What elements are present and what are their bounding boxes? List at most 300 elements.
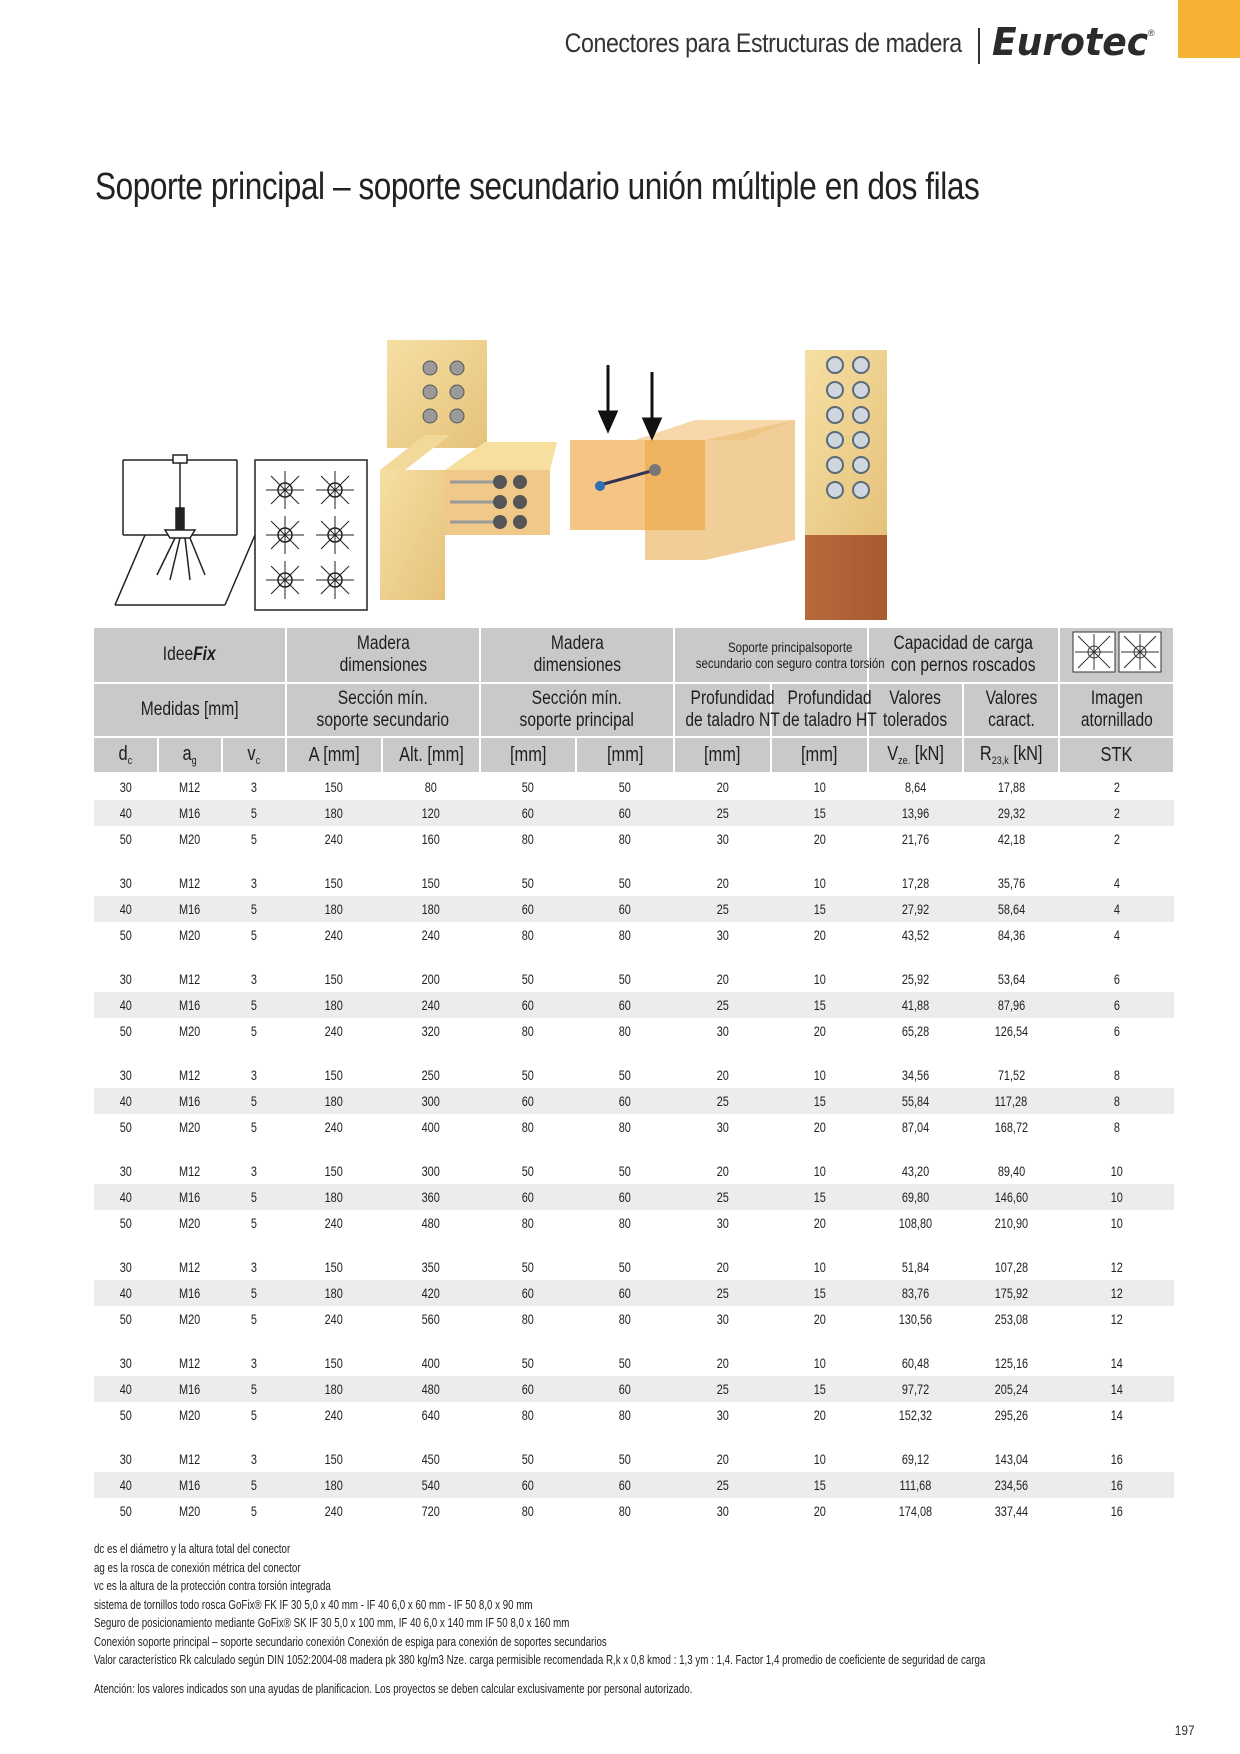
header-divider — [978, 28, 980, 64]
table-cell: 50 — [521, 1067, 535, 1083]
load-capacity-header: Capacidad de carga con pernos roscados — [868, 628, 1059, 683]
table-cell: M20 — [179, 927, 201, 943]
table-cell: 30 — [119, 1355, 133, 1371]
attention-note: Atención: los valores indicados son una ayudas de planificacion. Los proyectos se deben calcular exclusivamente por personal autorizado. — [94, 1681, 693, 1696]
table-cell: 60,48 — [901, 1355, 930, 1371]
table-cell: M12 — [179, 1355, 201, 1371]
table-cell: 30 — [716, 1215, 729, 1231]
table-cell: 5 — [250, 1023, 258, 1039]
table-cell: 4 — [1113, 927, 1120, 943]
group-spacer — [94, 1332, 1174, 1350]
table-cell: 60 — [480, 896, 576, 922]
table-cell: 30 — [716, 1023, 729, 1039]
table-cell: 50 — [618, 971, 632, 987]
table-cell: M20 — [179, 1311, 201, 1327]
tolerated-values-header: Valores tolerados — [868, 683, 963, 737]
footnote: sistema de tornillos todo rosca GoFix® FK IF 30 5,0 x 40 mm - IF 40 6,0 x 60 mm - IF 50 8,0 x 90 mm — [94, 1597, 533, 1612]
table-cell: 2 — [1113, 831, 1120, 847]
table-row — [94, 1114, 1174, 1140]
table-cell: 40 — [94, 1376, 158, 1402]
table-cell: 240 — [324, 927, 344, 943]
table-cell: M16 — [158, 1376, 222, 1402]
table-cell: M12 — [179, 1163, 201, 1179]
table-cell: 5 — [250, 1311, 258, 1327]
table-cell: 50 — [618, 1067, 632, 1083]
table-cell: 143,04 — [994, 1451, 1028, 1467]
table-cell: 87,96 — [963, 992, 1059, 1018]
min-section-primary-header: Sección mín. soporte principal — [480, 683, 674, 737]
footnote: dc es el diámetro y la altura total del conector — [94, 1542, 291, 1556]
table-cell: 400 — [421, 1119, 441, 1135]
table-cell: 25 — [674, 800, 771, 826]
table-cell: 58,64 — [963, 896, 1059, 922]
table-cell: 50 — [618, 1163, 632, 1179]
table-cell: 400 — [421, 1355, 441, 1371]
table-row — [94, 1158, 1174, 1184]
table-cell: 152,32 — [898, 1407, 933, 1423]
table-cell: 20 — [813, 1215, 826, 1231]
table-cell: 200 — [421, 971, 441, 987]
table-cell: 15 — [771, 1376, 868, 1402]
table-cell: 240 — [324, 1215, 344, 1231]
table-cell: M16 — [158, 1088, 222, 1114]
col-mm-4: [mm] — [771, 737, 868, 773]
table-header-row-1 — [94, 628, 1174, 683]
table-cell: M12 — [179, 1451, 201, 1467]
table-cell: 180 — [286, 1088, 382, 1114]
table-cell: 540 — [382, 1472, 480, 1498]
table-row — [94, 773, 1174, 800]
table-cell: 50 — [119, 927, 133, 943]
madera-dims-primary-header: Madera dimensiones — [480, 628, 674, 683]
table-cell: 25 — [674, 992, 771, 1018]
table-cell: 60 — [576, 1184, 674, 1210]
table-cell: 50 — [521, 1259, 535, 1275]
table-cell: 150 — [324, 1259, 344, 1275]
table-cell: 25 — [674, 1376, 771, 1402]
table-cell: 80 — [424, 779, 438, 795]
table-cell: 87,04 — [901, 1119, 930, 1135]
table-cell: 240 — [324, 1311, 344, 1327]
table-cell: 20 — [813, 831, 826, 847]
drill-depth-nt-header: Profundidad de taladro NT — [674, 683, 771, 737]
table-cell: 240 — [324, 1119, 344, 1135]
table-row — [94, 1280, 1174, 1306]
table-cell: 20 — [716, 1067, 729, 1083]
table-cell: 125,16 — [994, 1355, 1028, 1371]
table-row — [94, 870, 1174, 896]
table-cell: 117,28 — [963, 1088, 1059, 1114]
table-cell: 15 — [771, 1472, 868, 1498]
table-cell: M16 — [158, 1472, 222, 1498]
table-cell: 10 — [813, 1067, 826, 1083]
table-cell: 12 — [1110, 1311, 1123, 1327]
screw-image-header — [1059, 628, 1174, 683]
table-cell: 108,80 — [898, 1215, 933, 1231]
table-cell: 4 — [1059, 896, 1174, 922]
table-cell: 240 — [324, 1407, 344, 1423]
table-cell: 560 — [421, 1311, 441, 1327]
table-cell: 253,08 — [994, 1311, 1028, 1327]
col-vze: $V_{ze.}$ [kN] — [868, 737, 963, 773]
table-cell: 30 — [119, 971, 133, 987]
table-cell: 320 — [421, 1023, 441, 1039]
table-cell: 71,52 — [997, 1067, 1025, 1083]
table-cell: 146,60 — [963, 1184, 1059, 1210]
table-cell: 25 — [674, 1472, 771, 1498]
table-cell: M16 — [158, 1184, 222, 1210]
wood-t-joint — [380, 435, 557, 600]
table-cell: 337,44 — [994, 1503, 1028, 1519]
table-cell: 80 — [618, 1503, 632, 1519]
header-title: Conectores para Estructuras de madera — [564, 28, 962, 58]
table-cell: 480 — [382, 1376, 480, 1402]
table-cell: 40 — [94, 1184, 158, 1210]
table-cell: M12 — [179, 1067, 201, 1083]
table-cell: 480 — [421, 1215, 441, 1231]
table-cell: 84,36 — [997, 927, 1025, 943]
table-cell: 5 — [250, 831, 258, 847]
table-cell: 5 — [222, 1376, 286, 1402]
table-cell: 80 — [521, 1023, 535, 1039]
table-cell: M20 — [179, 1503, 201, 1519]
table-cell: 150 — [324, 875, 344, 891]
table-row — [94, 1254, 1174, 1280]
col-vc: $v_c$ — [222, 737, 286, 773]
table-cell: 8,64 — [904, 779, 927, 795]
col-mm-2: [mm] — [576, 737, 674, 773]
table-cell: 15 — [771, 800, 868, 826]
table-cell: 20 — [716, 875, 729, 891]
table-cell: 60 — [480, 1088, 576, 1114]
table-cell: 80 — [521, 927, 535, 943]
col-stk: STK — [1059, 737, 1174, 773]
table-cell: 30 — [119, 1163, 133, 1179]
table-cell: 10 — [1059, 1184, 1174, 1210]
table-cell: 168,72 — [994, 1119, 1028, 1135]
table-cell: 60 — [576, 896, 674, 922]
col-alt: Alt. [mm] — [382, 737, 480, 773]
table-cell: 60 — [576, 1376, 674, 1402]
table-cell: M20 — [179, 1119, 201, 1135]
table-cell: 60 — [576, 1472, 674, 1498]
table-cell: 80 — [618, 1023, 632, 1039]
table-cell: 12 — [1110, 1259, 1123, 1275]
ideefix-header: IdeeFix — [94, 628, 286, 683]
table-cell: 150 — [324, 1451, 344, 1467]
table-cell: 5 — [250, 927, 258, 943]
section-drawing — [115, 455, 255, 605]
footnotes — [94, 1540, 1194, 1698]
table-cell: 69,80 — [868, 1184, 963, 1210]
table-row — [94, 1306, 1174, 1332]
col-ag: $a_g$ — [158, 737, 222, 773]
table-cell: 180 — [286, 1280, 382, 1306]
table-cell: 17,28 — [901, 875, 930, 891]
table-cell: M12 — [179, 875, 201, 891]
table-row — [94, 1498, 1174, 1524]
table-cell: 5 — [250, 1119, 258, 1135]
group-spacer — [94, 1428, 1174, 1446]
table-cell: 640 — [421, 1407, 441, 1423]
group-spacer — [94, 948, 1174, 966]
table-cell: 3 — [250, 1067, 258, 1083]
table-cell: 10 — [813, 971, 826, 987]
table-cell: 295,26 — [994, 1407, 1028, 1423]
table-cell: 240 — [421, 927, 441, 943]
table-cell: 50 — [521, 875, 535, 891]
table-row — [94, 1184, 1174, 1210]
table-cell: 17,88 — [997, 779, 1025, 795]
table-cell: 60 — [480, 800, 576, 826]
timber-post — [805, 350, 887, 620]
table-cell: 6 — [1113, 971, 1120, 987]
table-cell: 15 — [771, 992, 868, 1018]
table-cell: 50 — [119, 1215, 133, 1231]
table-cell: 5 — [222, 992, 286, 1018]
table-row — [94, 966, 1174, 992]
table-cell: 14 — [1059, 1376, 1174, 1402]
table-cell: 420 — [382, 1280, 480, 1306]
table-cell: 50 — [618, 1259, 632, 1275]
screw-pattern-icon — [1069, 630, 1165, 674]
table-cell: 60 — [576, 1088, 674, 1114]
screw-image-label-header: Imagen atornillado — [1059, 683, 1174, 737]
table-row — [94, 1062, 1174, 1088]
hole-pattern-drawing — [255, 460, 367, 610]
table-cell: 180 — [286, 1472, 382, 1498]
table-cell: 41,88 — [868, 992, 963, 1018]
table-cell: 97,72 — [868, 1376, 963, 1402]
col-a: A [mm] — [286, 737, 382, 773]
table-row — [94, 1472, 1174, 1498]
table-cell: 30 — [716, 927, 729, 943]
table-cell: 5 — [250, 1503, 258, 1519]
table-cell: 300 — [421, 1163, 441, 1179]
table-cell: 34,56 — [901, 1067, 930, 1083]
table-cell: 2 — [1113, 779, 1120, 795]
table-cell: 3 — [250, 1259, 258, 1275]
footnote: Seguro de posicionamiento mediante GoFix® SK IF 30 5,0 x 100 mm, IF 40 6,0 x 140 mm IF 50 8,0 x 160 mm — [94, 1616, 570, 1630]
table-cell: 60 — [576, 800, 674, 826]
table-cell: 8 — [1059, 1088, 1174, 1114]
table-cell: 150 — [324, 1355, 344, 1371]
table-cell: 240 — [382, 992, 480, 1018]
table-cell: 80 — [521, 1119, 535, 1135]
table-cell: 60 — [480, 1376, 576, 1402]
table-cell: 10 — [813, 1163, 826, 1179]
product-illustration — [95, 330, 1185, 620]
table-cell: 65,28 — [901, 1023, 930, 1039]
table-cell: 50 — [119, 831, 133, 847]
table-header-row-2 — [94, 683, 1174, 737]
table-cell: 50 — [119, 1407, 133, 1423]
table-cell: 14 — [1110, 1355, 1123, 1371]
table-cell: 180 — [286, 1376, 382, 1402]
table-cell: 21,76 — [901, 831, 930, 847]
table-cell: 53,64 — [997, 971, 1025, 987]
table-cell: 240 — [324, 1023, 344, 1039]
table-cell: 20 — [813, 1023, 826, 1039]
table-row — [94, 1018, 1174, 1044]
table-cell: 80 — [618, 1407, 632, 1423]
table-cell: M12 — [179, 779, 201, 795]
table-cell: 15 — [771, 896, 868, 922]
table-cell: 50 — [618, 779, 632, 795]
table-cell: 27,92 — [868, 896, 963, 922]
table-cell: M16 — [158, 1280, 222, 1306]
table-cell: 12 — [1059, 1280, 1174, 1306]
table-cell: M20 — [179, 831, 201, 847]
table-cell: 50 — [119, 1311, 133, 1327]
table-cell: 25 — [674, 896, 771, 922]
table-cell: 5 — [222, 1280, 286, 1306]
table-cell: 160 — [421, 831, 441, 847]
spec-table — [94, 628, 1175, 1524]
table-cell: 60 — [480, 1184, 576, 1210]
table-cell: 60 — [480, 1472, 576, 1498]
table-cell: 2 — [1059, 800, 1174, 826]
group-spacer — [94, 1044, 1174, 1062]
table-cell: 20 — [813, 1503, 826, 1519]
table-row — [94, 922, 1174, 948]
table-cell: 10 — [813, 1451, 826, 1467]
table-cell: 720 — [421, 1503, 441, 1519]
table-cell: 42,18 — [997, 831, 1025, 847]
table-cell: 30 — [716, 1503, 729, 1519]
table-cell: 60 — [576, 1280, 674, 1306]
table-row — [94, 1376, 1174, 1402]
table-row — [94, 1402, 1174, 1428]
table-cell: 50 — [521, 1451, 535, 1467]
table-cell: M20 — [179, 1407, 201, 1423]
table-cell: 15 — [771, 1280, 868, 1306]
eurotec-logo: Eurotec — [992, 20, 1149, 64]
table-cell: 50 — [119, 1503, 133, 1519]
table-cell: 25 — [674, 1184, 771, 1210]
drill-depth-ht-header: Profundidad de taladro HT — [771, 683, 868, 737]
table-cell: 25,92 — [901, 971, 930, 987]
table-cell: 80 — [521, 831, 535, 847]
table-cell: 80 — [521, 1503, 535, 1519]
group-spacer — [94, 1236, 1174, 1254]
table-cell: 80 — [521, 1311, 535, 1327]
table-cell: 43,20 — [901, 1163, 930, 1179]
table-cell: 40 — [94, 992, 158, 1018]
table-row — [94, 1088, 1174, 1114]
table-cell: 3 — [250, 1355, 258, 1371]
table-cell: 6 — [1113, 1023, 1120, 1039]
table-cell: 20 — [716, 971, 729, 987]
table-cell: 240 — [324, 831, 344, 847]
table-cell: 51,84 — [901, 1259, 930, 1275]
table-cell: 30 — [119, 779, 133, 795]
col-r23k: $R_{23,k}$ [kN] — [963, 737, 1059, 773]
table-cell: M20 — [179, 1023, 201, 1039]
table-symbol-row — [94, 737, 1174, 773]
table-cell: 40 — [94, 1088, 158, 1114]
table-cell: 16 — [1110, 1503, 1123, 1519]
table-row — [94, 1350, 1174, 1376]
table-cell: 175,92 — [963, 1280, 1059, 1306]
page-title: Soporte principal – soporte secundario unión múltiple en dos filas — [95, 166, 980, 208]
table-cell: 80 — [618, 1215, 632, 1231]
table-cell: 30 — [119, 1451, 133, 1467]
table-cell: 20 — [813, 1407, 826, 1423]
table-cell: 5 — [250, 1407, 258, 1423]
table-cell: 120 — [382, 800, 480, 826]
table-cell: 10 — [813, 875, 826, 891]
table-cell: 107,28 — [994, 1259, 1028, 1275]
table-cell: 13,96 — [868, 800, 963, 826]
table-cell: 35,76 — [997, 875, 1025, 891]
table-cell: 5 — [222, 896, 286, 922]
table-cell: 14 — [1110, 1407, 1123, 1423]
group-spacer — [94, 1140, 1174, 1158]
table-cell: 30 — [716, 1407, 729, 1423]
table-cell: 5 — [222, 1472, 286, 1498]
page-number: 197 — [1174, 1722, 1195, 1738]
medidas-header: Medidas [mm] — [94, 683, 286, 737]
table-cell: 20 — [716, 1451, 729, 1467]
min-section-secondary-header: Sección mín. soporte secundario — [286, 683, 480, 737]
table-cell: 20 — [716, 1259, 729, 1275]
table-cell: 250 — [421, 1067, 441, 1083]
table-cell: M16 — [158, 896, 222, 922]
table-cell: 30 — [716, 1311, 729, 1327]
table-cell: 80 — [521, 1215, 535, 1231]
table-cell: 60 — [480, 1280, 576, 1306]
group-spacer — [94, 852, 1174, 870]
table-cell: 25 — [674, 1088, 771, 1114]
table-cell: 89,40 — [997, 1163, 1025, 1179]
table-cell: 30 — [716, 1119, 729, 1135]
table-cell: 3 — [250, 779, 258, 795]
registered-mark: ® — [1148, 28, 1155, 38]
table-cell: 4 — [1113, 875, 1120, 891]
table-cell: 50 — [521, 971, 535, 987]
table-cell: 111,68 — [868, 1472, 963, 1498]
footnote: ag es la rosca de conexión métrica del conector — [94, 1560, 301, 1575]
table-cell: 210,90 — [994, 1215, 1028, 1231]
table-cell: 40 — [94, 1472, 158, 1498]
table-cell: 360 — [382, 1184, 480, 1210]
table-cell: 50 — [119, 1119, 133, 1135]
table-cell: 150 — [421, 875, 441, 891]
table-cell: 20 — [813, 927, 826, 943]
table-row — [94, 992, 1174, 1018]
table-cell: 20 — [813, 1119, 826, 1135]
col-dc: $d_c$ — [94, 737, 158, 773]
table-cell: 20 — [813, 1311, 826, 1327]
table-cell: M16 — [158, 800, 222, 826]
table-cell: 180 — [286, 896, 382, 922]
transparent-joint — [570, 365, 795, 560]
table-cell: 80 — [618, 1311, 632, 1327]
table-row — [94, 1210, 1174, 1236]
table-cell: 450 — [421, 1451, 441, 1467]
table-cell: 20 — [716, 1163, 729, 1179]
table-cell: 150 — [324, 1163, 344, 1179]
table-cell: 180 — [382, 896, 480, 922]
table-cell: 180 — [286, 1184, 382, 1210]
table-cell: 3 — [250, 1163, 258, 1179]
table-cell: 40 — [94, 1280, 158, 1306]
table-row — [94, 800, 1174, 826]
table-cell: 10 — [1110, 1163, 1123, 1179]
table-cell: M16 — [158, 992, 222, 1018]
table-cell: 350 — [421, 1259, 441, 1275]
